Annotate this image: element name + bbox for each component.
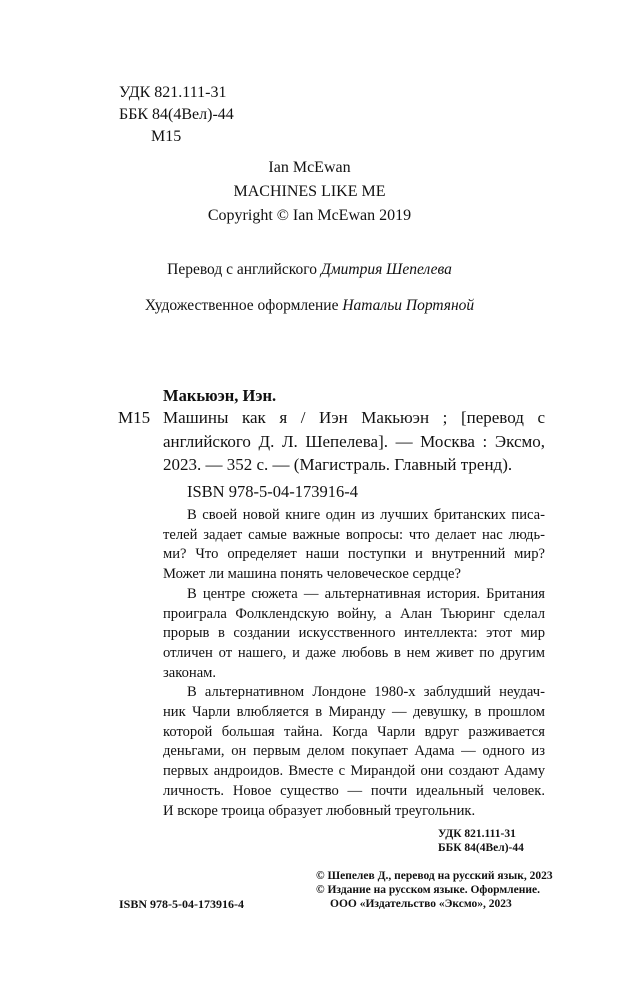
original-author: Ian McEwan xyxy=(268,159,351,176)
footer-udk: УДК 821.111-31 xyxy=(438,828,516,840)
bib-author-mark: М15 xyxy=(118,408,151,427)
design-prefix: Художественное оформление xyxy=(144,297,339,314)
bib-line: 2023. — 352 с. — (Магистраль. Главный тренд). xyxy=(163,455,513,474)
annotation-paragraph xyxy=(163,585,545,684)
annotation-paragraph xyxy=(163,683,545,821)
annotation-line: телей задает самые важные вопросы: что делает нас людь- xyxy=(163,526,545,543)
original-copyright: Copyright © Ian McEwan 2019 xyxy=(207,207,412,224)
annotation-line: ми? Что определяет наши поступки и внутренний мир? xyxy=(163,546,545,563)
translation-credit xyxy=(0,261,619,279)
annotation-line: И вскоре троица образует любовный треугольник. xyxy=(163,802,476,819)
annotation-line: прорыв в создании искусственного интеллекта: этот мир xyxy=(163,625,545,642)
footer-copyright xyxy=(316,869,553,911)
original-title: MACHINES LIKE ME xyxy=(233,183,386,200)
bib-author-heading: Макьюэн, Иэн. xyxy=(163,386,277,405)
annotation-line: законам. xyxy=(163,664,217,681)
annotation-line: ник Чарли влюбляется в Миранду — девушку, в прошлом xyxy=(163,704,545,721)
annotation-line: отличен от нашего, и даже любовь в нем живет по другим xyxy=(163,644,545,661)
designer-name: Натальи Портяной xyxy=(342,297,475,314)
annotation-line: В своей новой книге один из лучших британских писа- xyxy=(187,507,545,523)
copyright-line: © Шепелев Д., перевод на русский язык, 2023 xyxy=(316,870,553,882)
author-mark: М15 xyxy=(151,128,182,145)
annotation-line: первых андроидов. Вместе с Мирандой они создают Адаму xyxy=(163,763,545,780)
footer-bbk: ББК 84(4Вел)-44 xyxy=(438,842,524,854)
annotation-line: В альтернативном Лондоне 1980-х заблудший неудач- xyxy=(187,684,545,701)
bib-description xyxy=(163,406,545,477)
copyright-line: ООО «Издательство «Эксмо», 2023 xyxy=(330,898,512,910)
translator-name: Дмитрия Шепелева xyxy=(320,261,452,278)
bib-line: Машины как я / Иэн Макьюэн ; [перевод с xyxy=(163,408,545,427)
bbk-code: ББК 84(4Вел)-44 xyxy=(119,106,234,123)
annotation-line: Может ли машина понять человеческое сердце? xyxy=(163,566,461,583)
udk-code: УДК 821.111-31 xyxy=(119,84,227,101)
annotation-line: деньгами, он первым делом покупает Адама — одного из xyxy=(163,743,545,760)
bib-line: английского Д. Л. Шепелева]. — Москва : Эксмо, xyxy=(163,431,545,451)
bib-isbn: ISBN 978-5-04-173916-4 xyxy=(187,482,358,501)
annotation-line: проиграла Фолклендскую войну, а Алан Тьюринг сделал xyxy=(163,605,545,622)
annotation-paragraph xyxy=(163,506,545,585)
annotation-line: личность. Новое существо — почти идеальный человек. xyxy=(163,782,545,799)
classification-codes xyxy=(119,82,234,148)
footer-codes xyxy=(438,827,524,855)
footer-isbn: ISBN 978-5-04-173916-4 xyxy=(119,897,244,911)
translation-prefix: Перевод с английского xyxy=(167,261,318,278)
annotation-line: В центре сюжета — альтернативная история. Британия xyxy=(187,585,545,602)
annotation xyxy=(163,506,545,821)
annotation-line: которой большая тайна. Когда Чарли вдруг разживается xyxy=(163,723,545,740)
copyright-line: © Издание на русском языке. Оформление. xyxy=(316,884,540,896)
design-credit xyxy=(0,297,619,315)
